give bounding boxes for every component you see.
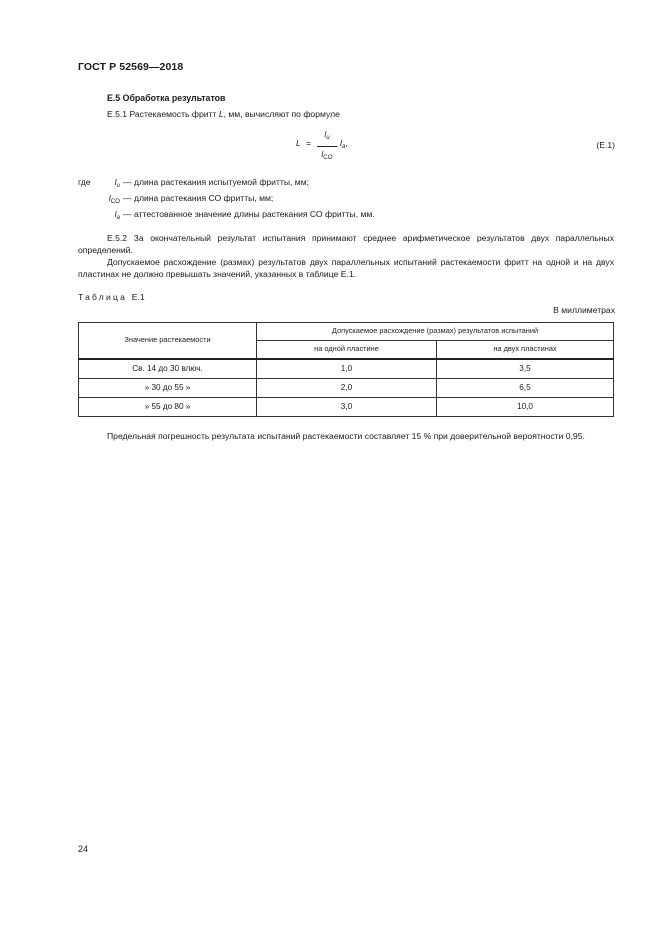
section-title: Е.5 Обработка результатов (107, 93, 226, 103)
table-caption: Таблица Е.1 (78, 292, 145, 302)
variable-L: L (218, 109, 224, 119)
paragraph-e51-suffix: , мм, вычисляют по формуле (223, 109, 340, 119)
table-row (79, 379, 614, 398)
legend-row (78, 176, 618, 192)
column-header-spread: Значение растекаемости (79, 323, 257, 360)
table-cell: 6,5 (437, 379, 614, 398)
paragraph-tolerance: Допускаемое расхождение (размах) результатов двух параллельных испытаний растекаемости фритт на одной и на двух пластинах не должно превышать значений, указанных в таблице Е.1. (78, 257, 614, 280)
formula-lhs: L (296, 138, 301, 148)
table-cell: 10,0 (437, 398, 614, 417)
formula-fraction (317, 128, 337, 164)
tolerance-table (78, 322, 614, 417)
table-units: В миллиметрах (553, 305, 615, 315)
formula-legend (78, 176, 618, 224)
column-header-group: Допускаемое расхождение (размах) результатов испытаний (257, 323, 614, 341)
page-number: 24 (78, 844, 89, 854)
table-cell: 2,0 (257, 379, 437, 398)
table-cell: 3,5 (437, 359, 614, 379)
table-cell: 1,0 (257, 359, 437, 379)
formula-numerator: $l_u$ (324, 129, 330, 141)
legend-symbol: $l_u$ (114, 177, 120, 189)
paragraph-e51 (107, 108, 340, 120)
formula-denominator: $l_{CO}$ (321, 149, 333, 161)
legend-definition: — аттестованное значение длины растекания СО фритты, мм. (123, 209, 375, 219)
legend-row (78, 192, 618, 208)
column-header-one-plate: на одной пластине (257, 341, 437, 360)
legend-definition: — длина растекания СО фритты, мм; (123, 193, 274, 203)
paragraph-e52: Е.5.2 За окончательный результат испытания принимают среднее арифметическое результатов двух параллельных определений. (78, 233, 614, 256)
paragraph-error: Предельная погрешность результата испытаний растекаемости составляет 15 % при доверительной вероятности 0,95. (107, 431, 585, 441)
table-row (79, 398, 614, 417)
table-cell: 3,0 (257, 398, 437, 417)
formula-number: (Е.1) (596, 140, 615, 150)
paragraph-e51-prefix: Е.5.1 Растекаемость фритт (107, 109, 219, 119)
document-code: ГОСТ Р 52569—2018 (78, 61, 184, 73)
legend-definition: — длина растекания испытуемой фритты, мм; (123, 177, 310, 187)
legend-label: где (78, 177, 91, 187)
formula-equals: = (306, 138, 312, 148)
fraction-bar (317, 146, 337, 147)
table-cell: » 30 до 55 » (79, 379, 257, 398)
table-cell: » 55 до 80 » (79, 398, 257, 417)
table-row (79, 359, 614, 379)
legend-symbol: $l_a$ (114, 209, 120, 221)
legend-row (78, 208, 618, 224)
column-header-two-plates: на двух пластинах (437, 341, 614, 360)
formula-multiplier: $l_a$, (340, 138, 348, 150)
formula-e1 (296, 128, 376, 162)
table-cell: Св. 14 до 30 влюч. (79, 359, 257, 379)
legend-symbol: $l_{CO}$ (108, 193, 120, 205)
